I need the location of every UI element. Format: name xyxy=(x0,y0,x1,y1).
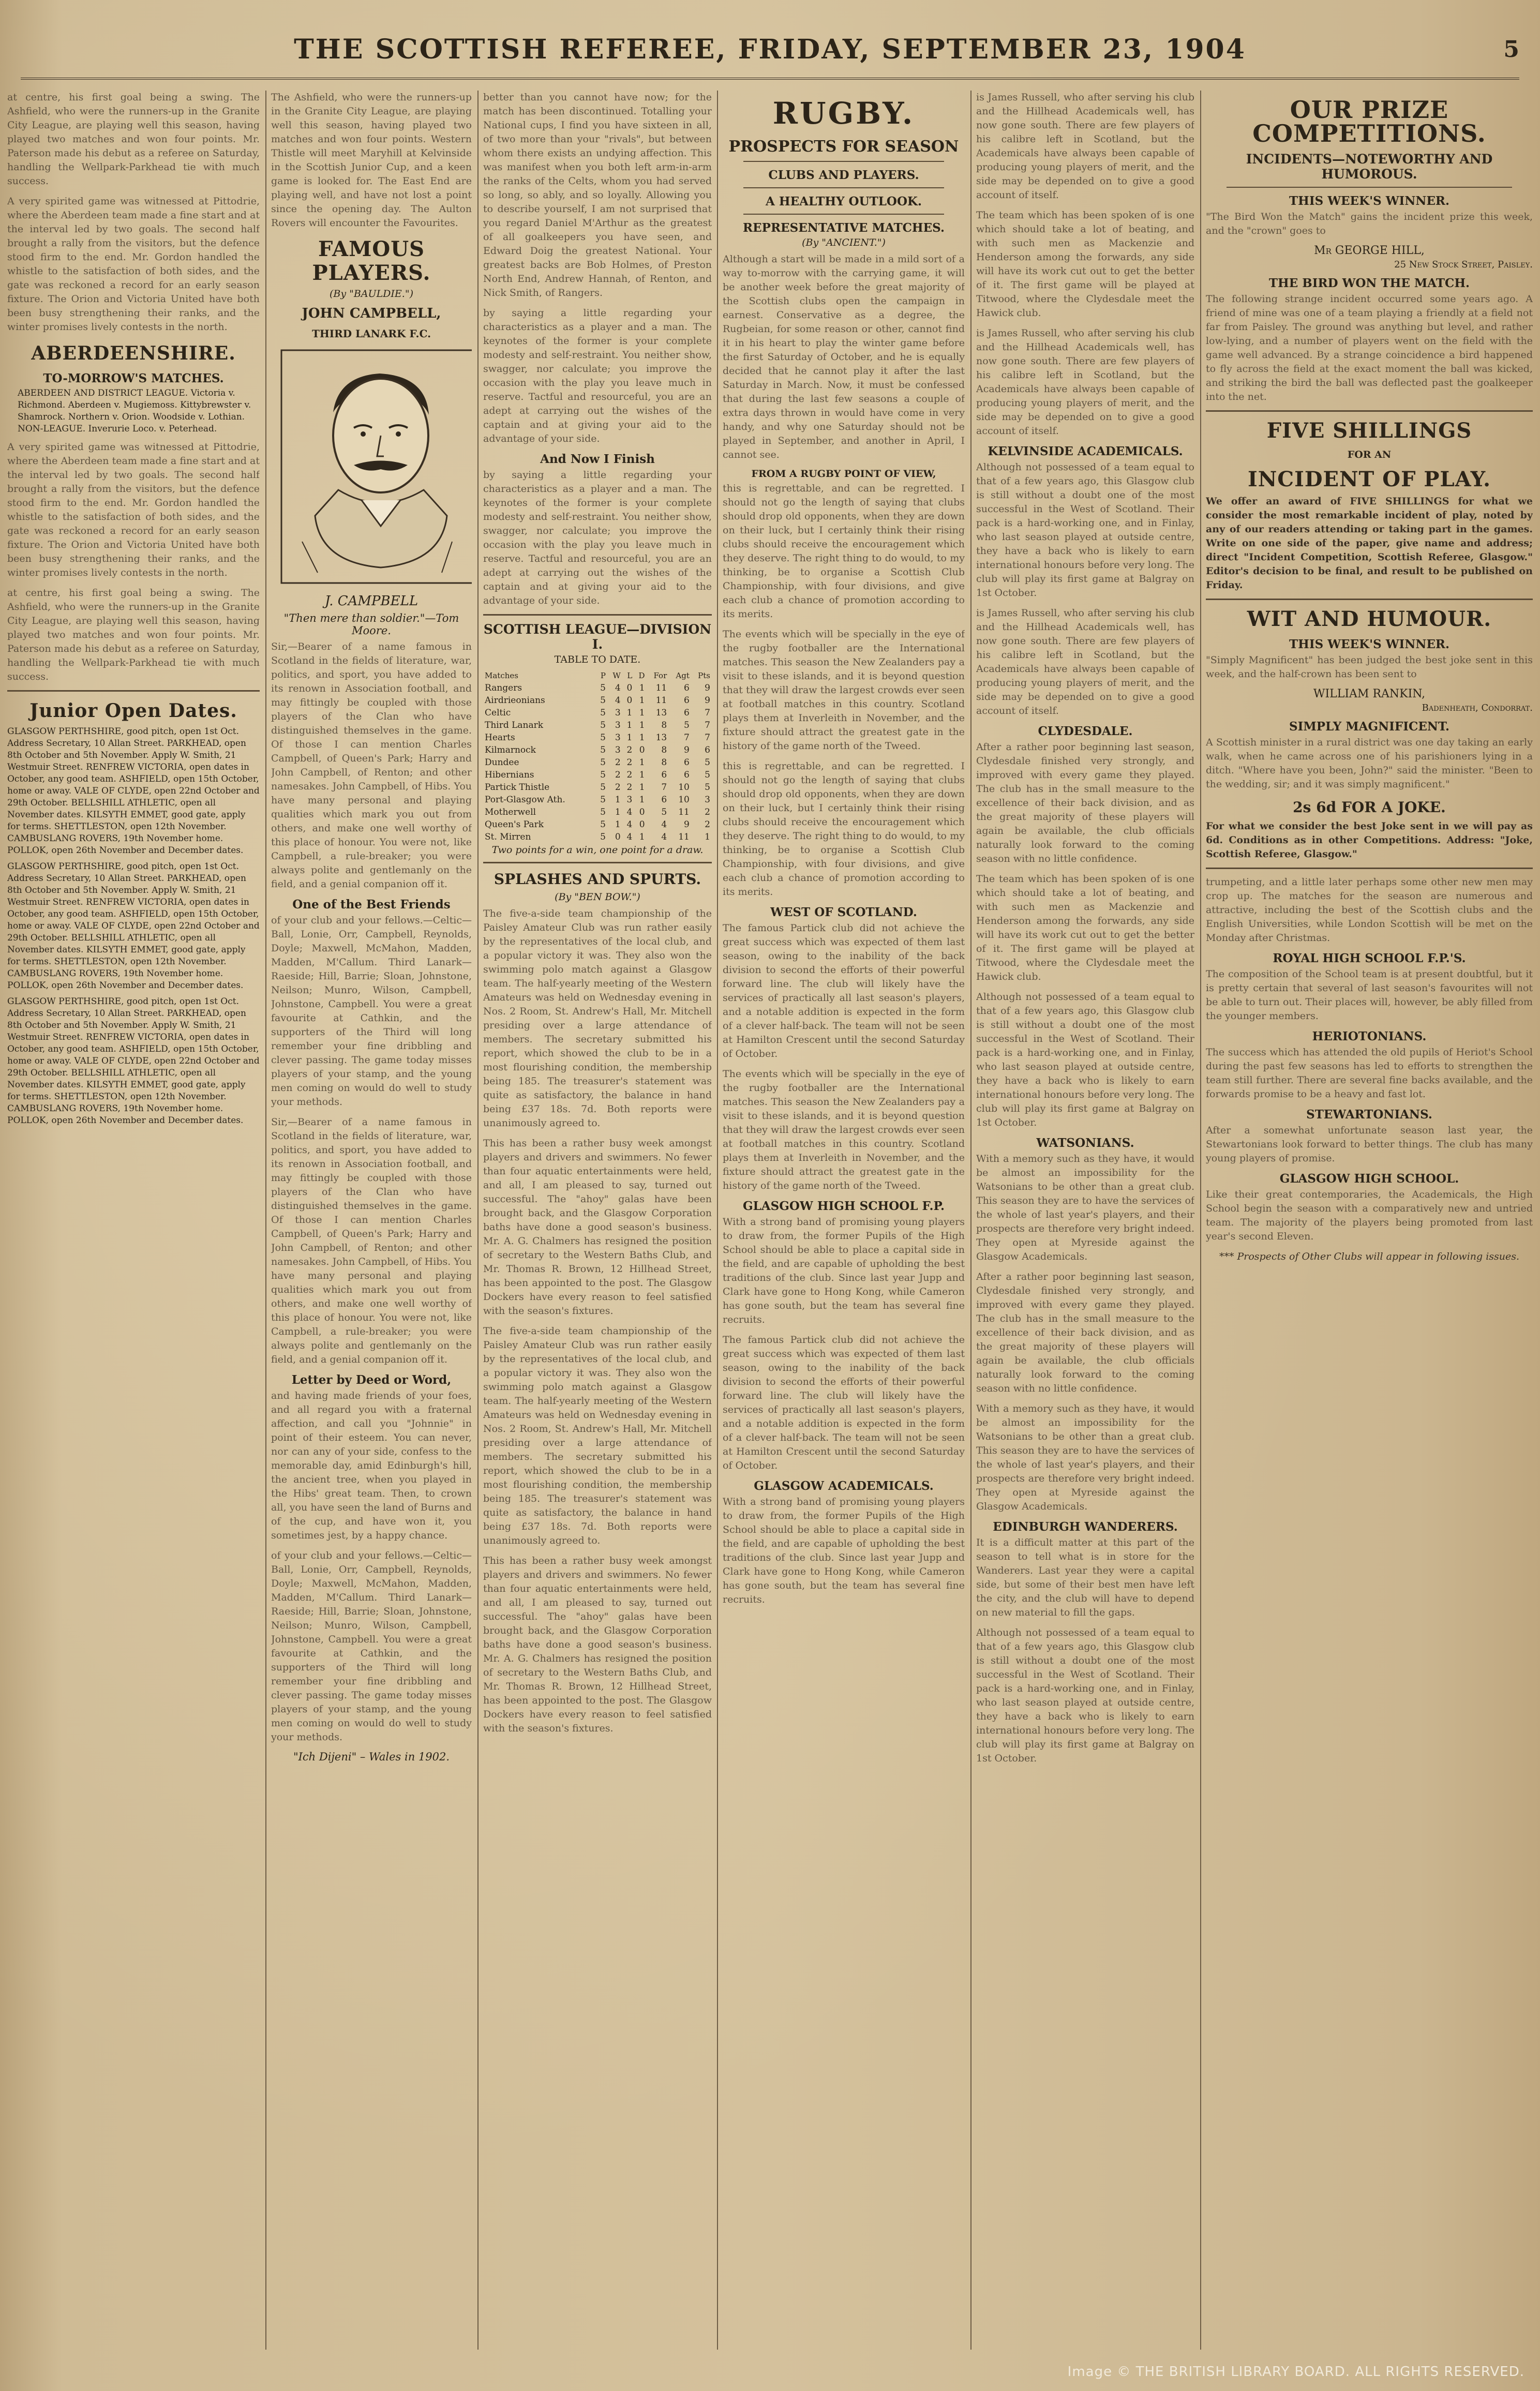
league-team-name: Hibernians xyxy=(485,770,534,780)
article-text: is James Russell, who after serving his club and the Hillhead Academicals well, has now gone south. There are few players of his calibre left in Scotland, but the Academicals have always been capable of producing young players of merit, and the side may be depended on to give a good account of itself. xyxy=(976,327,1194,437)
divider xyxy=(743,161,944,162)
league-stat-cell: 13 xyxy=(655,708,667,718)
portrait-signature: J. CAMPBELL xyxy=(324,593,418,609)
league-stat-cell: 9 xyxy=(705,695,710,706)
article-text: this is regrettable, and can be regretted. I should not go the length of saying that clubs should drop old opponents, when they are down on their luck, but I certainly think their rising clubs should receive the encouragement which they deserve. The right thing to do would, to my thinking, be to organise a Scottish Club Championship, with four divisions, and give each club a chance of promotion according to its merits. xyxy=(723,760,965,898)
league-stat-cell: 5 xyxy=(600,733,606,743)
article-text: The team which has been spoken of is one which should take a lot of beating, and with such men as Mackenzie and Henderson among the forwards, any side will have its work cut out to get the better of it. The first game will be played at Titwood, where the Clydesdale meet the Hawick club. xyxy=(976,873,1194,982)
league-stat-cell: 5 xyxy=(705,770,710,780)
article-text: at centre, his first goal being a swing. The Ashfield, who were the runners-up in the Granite City League, are playing well this season, having played two matches and won four points. Mr. Paterson made his debut as a referee on Saturday, handling the Wellpark-Parkhead tie with much success. xyxy=(7,92,260,187)
league-stat-cell: 3 xyxy=(615,708,621,718)
heading-prospects: PROSPECTS FOR SEASON xyxy=(728,138,959,156)
league-stat-cell: 1 xyxy=(615,795,621,805)
column-rule xyxy=(265,91,266,2350)
article-text: trumpeting, and a little later perhaps some other new men may crop up. The matches for the season are numerous and attractive, including the best of the Scottish clubs and the English Universities, while London Scottish will be met on the Monday after Christmas. xyxy=(1206,876,1533,944)
league-table-subheading: TABLE TO DATE. xyxy=(554,654,641,665)
subheading-tomorrows-matches: TO-MORROW'S MATCHES. xyxy=(43,371,224,385)
article-text: Like their great contemporaries, the Academicals, the High School begin the season with a comparatively new and untried team. The majority of the players being promoted from last year's second Eleven. xyxy=(1206,1189,1533,1242)
league-stat-cell: 6 xyxy=(661,770,667,780)
heading-royal-high-school: ROYAL HIGH SCHOOL F.P.'S. xyxy=(1273,951,1466,965)
league-col-header: Pts xyxy=(698,671,710,680)
league-col-header: W xyxy=(612,671,621,680)
league-stat-cell: 1 xyxy=(639,733,645,743)
league-stat-cell: 2 xyxy=(705,807,710,817)
heading-five-shillings: FIVE SHILLINGS xyxy=(1266,419,1472,443)
heading-weeks-winner: THIS WEEK'S WINNER. xyxy=(1289,637,1450,651)
league-stat-cell: 5 xyxy=(600,745,606,755)
winner-address: Badenheath, Condorrat. xyxy=(1422,703,1533,713)
article-text: After a rather poor beginning last season, Clydesdale finished very strongly, and improved with every game they played. The club has in the small measure to the excellence of their back division, and as the great majority of these players will again be available, the club officials naturally look forward to the coming season with no little confidence. xyxy=(976,1271,1194,1394)
league-stat-cell: 1 xyxy=(626,720,633,730)
league-stat-cell: 1 xyxy=(626,708,633,718)
league-stat-cell: 5 xyxy=(600,683,606,693)
league-stat-cell: 5 xyxy=(600,832,606,842)
league-stat-cell: 2 xyxy=(626,745,633,755)
league-stat-cell: 10 xyxy=(678,782,690,793)
league-stat-cell: 8 xyxy=(661,720,667,730)
column-3 xyxy=(483,91,712,2350)
player-name: JOHN CAMPBELL, xyxy=(302,306,441,321)
heading-prize-competitions: OUR PRIZE COMPETITIONS. xyxy=(1252,96,1486,147)
heading-glasgow-high-school: GLASGOW HIGH SCHOOL. xyxy=(1279,1172,1459,1186)
article-text: Although not possessed of a team equal to that of a few years ago, this Glasgow club is still without a doubt one of the most successful in the West of Scotland. Their pack is a hard-working one, and in Finlay, who last season played at outside centre, they have a back who is likely to earn international honours before very long. The club will play its first game at Balgray on 1st October. xyxy=(976,461,1194,599)
league-table-row xyxy=(483,781,712,794)
league-stat-cell: 3 xyxy=(615,720,621,730)
league-stat-cell: 0 xyxy=(626,695,633,706)
heading-glasgow-high-school-fp: GLASGOW HIGH SCHOOL F.P. xyxy=(742,1199,945,1213)
league-stat-cell: 5 xyxy=(600,720,606,730)
article-text: better than you cannot have now; for the match has been discontinued. Totalling your National cups, I find you have sixteen in all, of two more than your "rivals", but between whom there exists an undying affection. This was manifest when you both left arm-in-arm the ranks of the Celts, whom you had served so long, so ably, and so loyally. Allowing you to describe yourself, I am not surprised that you regard Daniel M'Arthur as the greatest of all goalkeepers you have seen, and Edward Doig the greatest National. Your greatest backs are Bob Holmes, of Preston North End, Andrew Hannah, of Renton, and Nick Smith, of Rangers. xyxy=(483,92,712,298)
article-text: With a memory such as they have, it would be almost an impossibility for the Watsonians to be other than a great club. This season they are to have the services of the whole of last year's players, and their prospects are therefore very bright indeed. They open at Myreside against the Glasgow Academicals. xyxy=(976,1403,1194,1512)
league-stat-cell: 9 xyxy=(684,745,690,755)
league-table-note: Two points for a win, one point for a draw. xyxy=(491,844,704,856)
heading-glasgow-academicals: GLASGOW ACADEMICALS. xyxy=(754,1479,934,1493)
league-table-body xyxy=(483,682,712,843)
league-stat-cell: 2 xyxy=(705,819,710,830)
league-col-header: Agt xyxy=(676,671,690,680)
column-2 xyxy=(271,91,472,2350)
league-stat-cell: 11 xyxy=(655,683,667,693)
league-stat-cell: 11 xyxy=(655,695,667,706)
league-stat-cell: 1 xyxy=(639,757,645,768)
heading-wit-and-humour: WIT AND HUMOUR. xyxy=(1247,607,1492,631)
divider xyxy=(1206,868,1533,869)
league-stat-cell: 2 xyxy=(615,757,621,768)
column-rule xyxy=(1200,91,1201,2350)
heading-clydesdale: CLYDESDALE. xyxy=(1038,724,1133,738)
subheading-one-of-the-best: One of the Best Friends xyxy=(292,898,451,911)
league-col-header: For xyxy=(653,671,667,680)
league-table-row xyxy=(483,818,712,831)
heading-representative-matches: REPRESENTATIVE MATCHES. xyxy=(743,221,945,235)
section-heading-rugby: RUGBY. xyxy=(772,96,915,131)
league-team-name: Airdrieonians xyxy=(485,695,545,706)
heading-incident-of-play: INCIDENT OF PLAY. xyxy=(1248,467,1491,491)
heading-incidents: INCIDENTS—NOTEWORTHY AND HUMOROUS. xyxy=(1246,152,1493,182)
matches-list: ABERDEEN AND DISTRICT LEAGUE. Victoria v. Richmond. Aberdeen v. Mugiemoss. Kittybrewster v. Shamrock. Northern v. Orion. Woodside v. Lothian. NON-LEAGUE. Inverurie Loco. v. Peterhead. xyxy=(18,388,251,434)
column-rule xyxy=(477,91,479,2350)
article-text: With a strong band of promising young players to draw from, the former Pupils of the High School should be able to place a capital side in the field, and are capable of upholding the best traditions of the club. Since last year Jupp and Clark have gone to Hong Kong, while Cameron has gone south, but the team has several fine recruits. xyxy=(723,1216,965,1325)
league-stat-cell: 2 xyxy=(626,770,633,780)
section-heading-junior-open-dates: Junior Open Dates. xyxy=(29,700,237,722)
column-rule xyxy=(717,91,718,2350)
league-stat-cell: 5 xyxy=(600,708,606,718)
divider xyxy=(743,214,944,215)
league-stat-cell: 7 xyxy=(684,733,690,743)
league-stat-cell: 7 xyxy=(705,733,710,743)
league-stat-cell: 7 xyxy=(705,708,710,718)
league-stat-cell: 11 xyxy=(678,832,690,842)
league-team-name: Hearts xyxy=(485,733,515,743)
league-table-row xyxy=(483,806,712,818)
winner-address: 25 New Stock Street, Paisley. xyxy=(1394,259,1533,270)
league-stat-cell: 1 xyxy=(639,708,645,718)
league-stat-cell: 11 xyxy=(678,807,690,817)
league-stat-cell: 8 xyxy=(661,745,667,755)
article-text: The team which has been spoken of is one which should take a lot of beating, and with such men as Mackenzie and Henderson among the forwards, any side will have its work cut out to get the better of it. The first game will be played at Titwood, where the Clydesdale meet the Hawick club. xyxy=(976,210,1194,319)
league-stat-cell: 4 xyxy=(626,819,633,830)
league-table xyxy=(483,669,712,843)
league-table-row xyxy=(483,769,712,781)
article-text: Although not possessed of a team equal to that of a few years ago, this Glasgow club is still without a doubt one of the most successful in the West of Scotland. Their pack is a hard-working one, and in Finlay, who last season played at outside centre, they have a back who is likely to earn international honours before very long. The club will play its first game at Balgray on 1st October. xyxy=(976,991,1194,1128)
article-text: With a strong band of promising young players to draw from, the former Pupils of the High School should be able to place a capital side in the field, and are capable of upholding the best traditions of the club. Since last year Jupp and Clark have gone to Hong Kong, while Cameron has gone south, but the team has several fine recruits. xyxy=(723,1496,965,1605)
league-stat-cell: 5 xyxy=(600,795,606,805)
league-stat-cell: 0 xyxy=(626,683,633,693)
league-stat-cell: 5 xyxy=(705,757,710,768)
article-text: The following strange incident occurred some years ago. A friend of mine was one of a team playing a friendly at a field not far from Paisley. The ground was anything but level, and rather low-lying, and a number of players went on the field with the game well advanced. By a strange coincidence a bird happened to fly across the field at the exact moment the ball was kicked, and striking the bird the ball was deflected past the goalkeeper into the net. xyxy=(1206,293,1533,402)
league-stat-cell: 0 xyxy=(639,745,645,755)
competition-rules: We offer an award of FIVE SHILLINGS for what we consider the most remarkable incident of play, noted by any of our readers attending or taking part in the games. Write on one side of the paper, give name and address; direct "Incident Competition, Scottish Referee, Glasgow." Editor's decision to be final, and result to be published on Friday. xyxy=(1206,496,1533,591)
league-stat-cell: 1 xyxy=(639,695,645,706)
article-text: of your club and your fellows.—Celtic—Ball, Lonie, Orr, Campbell, Reynolds, Doyle; Maxwell, McMahon, Madden, Madden, M'Callum. Third Lanark—Raeside; Hill, Barrie; Sloan, Johnstone, Neilson; Munro, Wilson, Campbell, Johnstone, Campbell. You were a great favourite at Cathkin, and the supporters of the Third will long remember your fine dribbling and clever passing. The game today misses players of your stamp, and the young men coming on would do well to study your methods. xyxy=(271,1550,472,1743)
league-stat-cell: 2 xyxy=(615,770,621,780)
article-text: "The Bird Won the Match" gains the incident prize this week, and the "crown" goes to xyxy=(1206,211,1533,236)
article-text: by saying a little regarding your characteristics as a player and a man. The keynotes of the former is your complete modesty and self-restraint. You neither show, swagger, nor calculate; you improve the occasion with the play you leave much in reserve. Tactful and resourceful, you are an adept at carrying out the wishes of the captain and at giving your aid to the advantage of your side. xyxy=(483,307,712,444)
league-table-row xyxy=(483,682,712,694)
league-stat-cell: 1 xyxy=(639,683,645,693)
article-text: The events which will be specially in the eye of the rugby footballer are the International matches. This season the New Zealanders pay a visit to these islands, and it is beyond question that they will draw the largest crowds ever seen at football matches in this country. Scotland plays them at Inverleith in November, and the fixture should attract the greatest gate in the history of the game north of the Tweed. xyxy=(723,1068,965,1191)
league-table-heading: SCOTTISH LEAGUE—DIVISION I. xyxy=(483,622,712,652)
subheading-and-now: And Now I Finish xyxy=(540,452,655,466)
article-text: The composition of the School team is at present doubtful, but it is pretty certain that several of last season's favourites will not be able to turn out. Their places will, however, be ably filled from the younger members. xyxy=(1206,968,1533,1022)
league-team-name: Third Lanark xyxy=(485,720,544,730)
league-stat-cell: 6 xyxy=(684,757,690,768)
league-team-name: Kilmarnock xyxy=(485,745,536,755)
article-text: is James Russell, who after serving his club and the Hillhead Academicals well, has now gone south. There are few players of his calibre left in Scotland, but the Academicals have always been capable of producing young players of merit, and the side may be depended on to give a good account of itself. xyxy=(976,607,1194,716)
league-stat-cell: 6 xyxy=(684,683,690,693)
divider xyxy=(7,690,260,692)
heading-west-of-scotland: WEST OF SCOTLAND. xyxy=(770,905,917,919)
article-text: A very spirited game was witnessed at Pittodrie, where the Aberdeen team made a fine start and at the interval led by two goals. The second half brought a rally from the visitors, but the defence stood firm to the end. Mr. Gordon handled the whistle to the satisfaction of both sides, and the gate was reckoned a record for an early season fixture. The Orion and Victoria United have both been busy strengthening their ranks, and the winter promises lively contests in the north. xyxy=(7,441,260,578)
league-stat-cell: 1 xyxy=(615,819,621,830)
league-team-name: Dundee xyxy=(485,757,519,768)
league-table-row xyxy=(483,719,712,731)
league-table-row xyxy=(483,707,712,719)
heading-bird-won: THE BIRD WON THE MATCH. xyxy=(1268,276,1470,290)
league-stat-cell: 3 xyxy=(626,795,633,805)
league-stat-cell: 1 xyxy=(626,733,633,743)
article-text: After a rather poor beginning last season, Clydesdale finished very strongly, and improved with every game they played. The club has in the small measure to the excellence of their back division, and as the great majority of these players will again be available, the club officials naturally look forward to the coming season with no little confidence. xyxy=(976,741,1194,864)
league-stat-cell: 4 xyxy=(661,819,667,830)
league-stat-cell: 4 xyxy=(615,695,621,706)
league-col-header: Matches xyxy=(485,671,518,680)
byline: (By "BEN BOW.") xyxy=(555,891,640,903)
player-portrait-illustration xyxy=(271,345,472,588)
league-stat-cell: 6 xyxy=(684,695,690,706)
league-stat-cell: 0 xyxy=(639,819,645,830)
divider xyxy=(1227,187,1512,188)
league-team-name: Motherwell xyxy=(485,807,536,817)
league-stat-cell: 3 xyxy=(615,745,621,755)
league-col-header: D xyxy=(638,671,645,680)
player-club: THIRD LANARK F.C. xyxy=(311,327,431,340)
section-heading-aberdeenshire: ABERDEENSHIRE. xyxy=(31,342,236,364)
masthead-title: THE SCOTTISH REFEREE, FRIDAY, SEPTEMBER 23, 1904 xyxy=(294,33,1246,65)
league-table-row xyxy=(483,831,712,843)
article-text: of your club and your fellows.—Celtic—Ball, Lonie, Orr, Campbell, Reynolds, Doyle; Maxwell, McMahon, Madden, Madden, M'Callum. Third Lanark—Raeside; Hill, Barrie; Sloan, Johnstone, Neilson; Munro, Wilson, Campbell, Johnstone, Campbell. You were a great favourite at Cathkin, and the supporters of the Third will long remember your fine dribbling and clever passing. The game today misses players of your stamp, and the young men coming on would do well to study your methods. xyxy=(271,915,472,1108)
league-team-name: St. Mirren xyxy=(485,832,531,842)
league-stat-cell: 1 xyxy=(639,770,645,780)
article-text: Sir,—Bearer of a name famous in Scotland in the fields of literature, war, politics, and sport, you have added to its renown in Association football, and may fittingly be coupled with those players of the Clan who have distinguished themselves in the game. Of those I can mention Charles Campbell, of Queen's Park; Harry and John Campbell, of Renton; and other namesakes. John Campbell, of Hibs. You have many personal and playing qualities which mark you out from others, and make one well worthy of this place of honour. You were not, like Campbell, a rule-breaker; you were always polite and gentlemanly on the field, and a genial companion off it. xyxy=(271,1116,472,1365)
league-stat-cell: 4 xyxy=(626,807,633,817)
article-text: this is regrettable, and can be regretted. I should not go the length of saying that clubs should drop old opponents, when they are down on their luck, but I certainly think their rising clubs should receive the encouragement which they deserve. The right thing to do would, to my thinking, be to organise a Scottish Club Championship, with four divisions, and give each club a chance of promotion according to its merits. xyxy=(723,483,965,620)
competition-rules: For what we consider the best Joke sent in we will pay as 6d. Conditions as in other Competitions. Address: "Joke, Scottish Referee, Glasgow." xyxy=(1206,820,1533,860)
divider xyxy=(1206,599,1533,600)
article-text: The Ashfield, who were the runners-up in the Granite City League, are playing well this season, having played two matches and won four points. Western Thistle will meet Maryhill at Kelvinside in the Scottish Junior Cup, and a keen game is looked for. The East End are playing well, and have not lost a point since the opening day. The Aulton Rovers will encounter the Favourites. xyxy=(271,92,472,229)
subheading-letter: Letter by Deed or Word, xyxy=(291,1373,452,1387)
article-text: A Scottish minister in a rural district was one day taking an early walk, when he came across one of his parishioners lying in a ditch. "Where have you been, John?" said the minister. "Been to the wedding, sir; and it was simply magnificent." xyxy=(1206,737,1533,790)
league-stat-cell: 5 xyxy=(600,770,606,780)
league-stat-cell: 0 xyxy=(615,832,621,842)
league-stat-cell: 1 xyxy=(639,832,645,842)
image-credit: Image © THE BRITISH LIBRARY BOARD. ALL RIGHTS RESERVED. xyxy=(1067,2364,1524,2380)
league-stat-cell: 1 xyxy=(615,807,621,817)
article-text: The famous Partick club did not achieve the great success which was expected of them last season, owing to the inability of the back division to second the efforts of their powerful forward line. The club will likely have the services of practically all last season's players, and a notable addition is expected in the form of a clever half-back. The team will not be seen at Hamilton Crescent until the second Saturday of October. xyxy=(723,1334,965,1471)
league-stat-cell: 8 xyxy=(661,757,667,768)
league-stat-cell: 7 xyxy=(661,782,667,793)
league-team-name: Rangers xyxy=(485,683,522,693)
league-team-name: Port-Glasgow Ath. xyxy=(485,795,565,805)
league-stat-cell: 2 xyxy=(626,782,633,793)
portrait-caption: "Then mere than soldier."—Tom Moore. xyxy=(283,612,459,637)
league-table-row xyxy=(483,731,712,744)
column-5 xyxy=(976,91,1194,2350)
byline: (By "ANCIENT.") xyxy=(802,237,886,248)
league-table-row xyxy=(483,744,712,756)
league-stat-cell: 1 xyxy=(639,782,645,793)
heading-edinburgh-wanderers: EDINBURGH WANDERERS. xyxy=(993,1520,1178,1534)
article-text: The five-a-side team championship of the Paisley Amateur Club was run rather easily by the representatives of the local club, and a popular victory it was. They also won the swimming polo match against a Glasgow team. The half-yearly meeting of the Western Amateurs was held on Wednesday evening in Nos. 2 Room, St. Andrew's Hall, Mr. Mitchell presiding over a large attendance of members. The secretary submitted his report, which showed the club to be in a most flourishing condition, the membership being 185. The treasurer's statement was quite as satisfactory, the balance in hand being £37 18s. 7d. Both reports were unanimously agreed to. xyxy=(483,908,712,1129)
league-table-row xyxy=(483,694,712,707)
column-4 xyxy=(723,91,965,2350)
league-stat-cell: 1 xyxy=(639,795,645,805)
article-text: The famous Partick club did not achieve the great success which was expected of them last season, owing to the inability of the back division to second the efforts of their powerful forward line. The club will likely have the services of practically all last season's players, and a notable addition is expected in the form of a clever half-back. The team will not be seen at Hamilton Crescent until the second Saturday of October. xyxy=(723,922,965,1059)
winner-name: WILLIAM RANKIN, xyxy=(1313,688,1426,700)
league-stat-cell: 10 xyxy=(678,795,690,805)
heading-weeks-winner: THIS WEEK'S WINNER. xyxy=(1289,194,1450,208)
junior-dates-list: GLASGOW PERTHSHIRE, good pitch, open 1st Oct. Address Secretary, 10 Allan Street. PARKHEAD, open 8th October and 5th November. Apply W. Smith, 21 Westmuir Street. RENFREW VICTORIA, open dates in October, any good team. ASHFIELD, open 15th October, home or away. VALE OF CLYDE, open 22nd October and 29th October. BELLSHILL ATHLETIC, open all November dates. KILSYTH EMMET, good gate, apply for terms. SHETTLESTON, open 12th November. CAMBUSLANG ROVERS, 19th November home. POLLOK, open 26th November and December dates. xyxy=(7,726,260,856)
article-text: A very spirited game was witnessed at Pittodrie, where the Aberdeen team made a fine start and at the interval led by two goals. The second half brought a rally from the visitors, but the defence stood firm to the end. Mr. Gordon handled the whistle to the satisfaction of both sides, and the gate was reckoned a record for an early season fixture. The Orion and Victoria United have both been busy strengthening their ranks, and the winter promises lively contests in the north. xyxy=(7,196,260,333)
league-stat-cell: 4 xyxy=(661,832,667,842)
section-heading-splashes: SPLASHES AND SPURTS. xyxy=(494,871,701,888)
page-number: 5 xyxy=(1503,36,1519,63)
league-team-name: Celtic xyxy=(485,708,511,718)
masthead xyxy=(21,21,1519,80)
column-1 xyxy=(7,91,260,2350)
league-stat-cell: 4 xyxy=(626,832,633,842)
article-text: Sir,—Bearer of a name famous in Scotland in the fields of literature, war, politics, and sport, you have added to its renown in Association football, and may fittingly be coupled with those players of the Clan who have distinguished themselves in the game. Of those I can mention Charles Campbell, of Queen's Park; Harry and John Campbell, of Renton; and other namesakes. John Campbell, of Hibs. You have many personal and playing qualities which mark you out from others, and make one well worthy of this place of honour. You were not, like Campbell, a rule-breaker; you were always polite and gentlemanly on the field, and a genial companion off it. xyxy=(271,641,472,890)
winner-name: Mr GEORGE HILL, xyxy=(1314,244,1425,257)
article-text: It is a difficult matter at this part of the season to tell what is in store for the Wanderers. Last year they were a capital side, but some of their best men have left the city, and the club will have to depend on new material to fill the gaps. xyxy=(976,1537,1194,1618)
league-stat-cell: 5 xyxy=(600,819,606,830)
article-text: at centre, his first goal being a swing. The Ashfield, who were the runners-up in the Granite City League, are playing well this season, having played two matches and won four points. Mr. Paterson made his debut as a referee on Saturday, handling the Wellpark-Parkhead tie with much success. xyxy=(7,587,260,682)
league-stat-cell: 6 xyxy=(661,795,667,805)
league-stat-cell: 5 xyxy=(661,807,667,817)
league-table-row xyxy=(483,794,712,806)
league-col-header: L xyxy=(627,671,633,680)
closing-quote: "Ich Dijeni" – Wales in 1902. xyxy=(293,1751,450,1763)
divider xyxy=(1206,410,1533,412)
heading-simply-magnificent: SIMPLY MAGNIFICENT. xyxy=(1289,720,1450,734)
divider xyxy=(743,187,944,188)
article-text: "Simply Magnificent" has been judged the best joke sent in this week, and the half-crown has been sent to xyxy=(1206,654,1533,680)
article-text: Although a start will be made in a mild sort of a way to-morrow with the carrying game, it will be another week before the great majority of the Scottish clubs open the campaign in earnest. Conservative as a degree, the Rugbeian, for some reason or other, cannot find it in his heart to play the winter game before the first Saturday of October, and he is equally decided that he cannot play it after the last Saturday in March. Now, it must be confessed that during the last few seasons a couple of extra days thrown in would have come in very handy, and why one Saturday should not be played in September, and another in April, I cannot see. xyxy=(723,253,965,460)
league-stat-cell: 9 xyxy=(684,819,690,830)
article-text: After a somewhat unfortunate season last year, the Stewartonians look forward to better things. The club has many young players of promise. xyxy=(1206,1125,1533,1164)
league-stat-cell: 5 xyxy=(600,782,606,793)
heading-kelvinside-academicals: KELVINSIDE ACADEMICALS. xyxy=(988,444,1183,458)
article-text: and having made friends of your foes, and all regard you with a fraternal affection, and call you "Johnnie" in point of their esteem. You can never, nor can any of your side, confess to the memorable day, amid Edinburgh's hill, the ancient tree, when you played in the Hibs' great team. Then, to crown all, you have seen the land of Burns and of the cup, and have won it, you sometimes jest, by a happy chance. xyxy=(271,1390,472,1541)
article-text: This has been a rather busy week amongst players and drivers and swimmers. No fewer than four aquatic entertainments were held, and all, I am pleased to say, turned out successful. The "ahoy" galas have been brought back, and the Glasgow Corporation baths have done a good season's business. Mr. A. G. Chalmers has resigned the position of secretary to the Western Baths Club, and Mr. Thomas R. Brown, 12 Hillhead Street, has been appointed to the post. The Glasgow Dockers have every reason to feel satisfied with the season's fixtures. xyxy=(483,1138,712,1317)
article-text: Although not possessed of a team equal to that of a few years ago, this Glasgow club is still without a doubt one of the most successful in the West of Scotland. Their pack is a hard-working one, and in Finlay, who last season played at outside centre, they have a back who is likely to earn international honours before very long. The club will play its first game at Balgray on 1st October. xyxy=(976,1627,1194,1764)
league-stat-cell: 3 xyxy=(615,733,621,743)
league-stat-cell: 6 xyxy=(684,770,690,780)
league-stat-cell: 3 xyxy=(705,795,710,805)
league-stat-cell: 5 xyxy=(684,720,690,730)
heading-clubs-and-players: CLUBS AND PLAYERS. xyxy=(768,168,919,182)
article-text: The success which has attended the old pupils of Heriot's School during the past few seasons has led to efforts to strengthen the team still further. There are several fine backs available, and the forwards promise to be a heavy and fast lot. xyxy=(1206,1047,1533,1100)
byline: (By "BAULDIE.") xyxy=(329,288,413,300)
heading-joke-prize: 2s 6d FOR A JOKE. xyxy=(1293,799,1446,816)
league-stat-cell: 1 xyxy=(705,832,710,842)
junior-dates-list: GLASGOW PERTHSHIRE, good pitch, open 1st Oct. Address Secretary, 10 Allan Street. PARKHEAD, open 8th October and 5th November. Apply W. Smith, 21 Westmuir Street. RENFREW VICTORIA, open dates in October, any good team. ASHFIELD, open 15th October, home or away. VALE OF CLYDE, open 22nd October and 29th October. BELLSHILL ATHLETIC, open all November dates. KILSYTH EMMET, good gate, apply for terms. SHETTLESTON, open 12th November. CAMBUSLANG ROVERS, 19th November home. POLLOK, open 26th November and December dates. xyxy=(7,996,260,1126)
league-stat-cell: 4 xyxy=(615,683,621,693)
column-6 xyxy=(1206,91,1533,2350)
league-table-row xyxy=(483,756,712,769)
divider xyxy=(483,614,712,616)
league-team-name: Partick Thistle xyxy=(485,782,550,793)
junior-dates-list: GLASGOW PERTHSHIRE, good pitch, open 1st Oct. Address Secretary, 10 Allan Street. PARKHEAD, open 8th October and 5th November. Apply W. Smith, 21 Westmuir Street. RENFREW VICTORIA, open dates in October, any good team. ASHFIELD, open 15th October, home or away. VALE OF CLYDE, open 22nd October and 29th October. BELLSHILL ATHLETIC, open all November dates. KILSYTH EMMET, good gate, apply for terms. SHETTLESTON, open 12th November. CAMBUSLANG ROVERS, 19th November home. POLLOK, open 26th November and December dates. xyxy=(7,861,260,991)
footnote: *** Prospects of Other Clubs will appear in following issues. xyxy=(1219,1251,1520,1262)
league-stat-cell: 6 xyxy=(705,745,710,755)
subheading-rugby-point: FROM A RUGBY POINT OF VIEW, xyxy=(751,468,936,480)
article-text: The events which will be specially in the eye of the rugby footballer are the International matches. This season the New Zealanders pay a visit to these islands, and it is beyond question that they will draw the largest crowds ever seen at football matches in this country. Scotland plays them at Inverleith in November, and the fixture should attract the greatest gate in the history of the game north of the Tweed. xyxy=(723,629,965,752)
league-stat-cell: 5 xyxy=(600,807,606,817)
divider xyxy=(483,862,712,863)
article-text: The five-a-side team championship of the Paisley Amateur Club was run rather easily by the representatives of the local club, and a popular victory it was. They also won the swimming polo match against a Glasgow team. The half-yearly meeting of the Western Amateurs was held on Wednesday evening in Nos. 2 Room, St. Andrew's Hall, Mr. Mitchell presiding over a large attendance of members. The secretary submitted his report, which showed the club to be in a most flourishing condition, the membership being 185. The treasurer's statement was quite as satisfactory, the balance in hand being £37 18s. 7d. Both reports were unanimously agreed to. xyxy=(483,1325,712,1546)
article-text: by saying a little regarding your characteristics as a player and a man. The keynotes of the former is your complete modesty and self-restraint. You neither show, swagger, nor calculate; you improve the occasion with the play you leave much in reserve. Tactful and resourceful, you are an adept at carrying out the wishes of the captain and at giving your aid to the advantage of your side. xyxy=(483,469,712,606)
article-text: This has been a rather busy week amongst players and drivers and swimmers. No fewer than four aquatic entertainments were held, and all, I am pleased to say, turned out successful. The "ahoy" galas have been brought back, and the Glasgow Corporation baths have done a good season's business. Mr. A. G. Chalmers has resigned the position of secretary to the Western Baths Club, and Mr. Thomas R. Brown, 12 Hillhead Street, has been appointed to the post. The Glasgow Dockers have every reason to feel satisfied with the season's fixtures. xyxy=(483,1555,712,1734)
league-stat-cell: 5 xyxy=(705,782,710,793)
article-text: With a memory such as they have, it would be almost an impossibility for the Watsonians to be other than a great club. This season they are to have the services of the whole of last year's players, and their prospects are therefore very bright indeed. They open at Myreside against the Glasgow Academicals. xyxy=(976,1153,1194,1262)
league-stat-cell: 6 xyxy=(684,708,690,718)
league-stat-cell: 2 xyxy=(626,757,633,768)
league-stat-cell: 9 xyxy=(705,683,710,693)
league-stat-cell: 1 xyxy=(639,720,645,730)
league-stat-cell: 0 xyxy=(639,807,645,817)
column-rule xyxy=(970,91,971,2350)
league-col-header: P xyxy=(600,671,606,680)
heading-stewartonians: STEWARTONIANS. xyxy=(1306,1108,1432,1122)
league-table-header-row xyxy=(483,669,712,682)
heading-watsonians: WATSONIANS. xyxy=(1036,1136,1134,1150)
heading-for-an: FOR AN xyxy=(1347,449,1392,460)
league-stat-cell: 5 xyxy=(600,695,606,706)
section-heading-famous-players: FAMOUS PLAYERS. xyxy=(312,237,431,285)
league-stat-cell: 2 xyxy=(615,782,621,793)
heading-healthy-outlook: A HEALTHY OUTLOOK. xyxy=(766,195,922,208)
league-stat-cell: 5 xyxy=(600,757,606,768)
article-text: is James Russell, who after serving his club and the Hillhead Academicals well, has now gone south. There are few players of his calibre left in Scotland, but the Academicals have always been capable of producing young players of merit, and the side may be depended on to give a good account of itself. xyxy=(976,92,1194,201)
league-team-name: Queen's Park xyxy=(485,819,544,830)
league-stat-cell: 7 xyxy=(705,720,710,730)
league-stat-cell: 13 xyxy=(655,733,667,743)
heading-heriotonians: HERIOTONIANS. xyxy=(1312,1029,1427,1043)
